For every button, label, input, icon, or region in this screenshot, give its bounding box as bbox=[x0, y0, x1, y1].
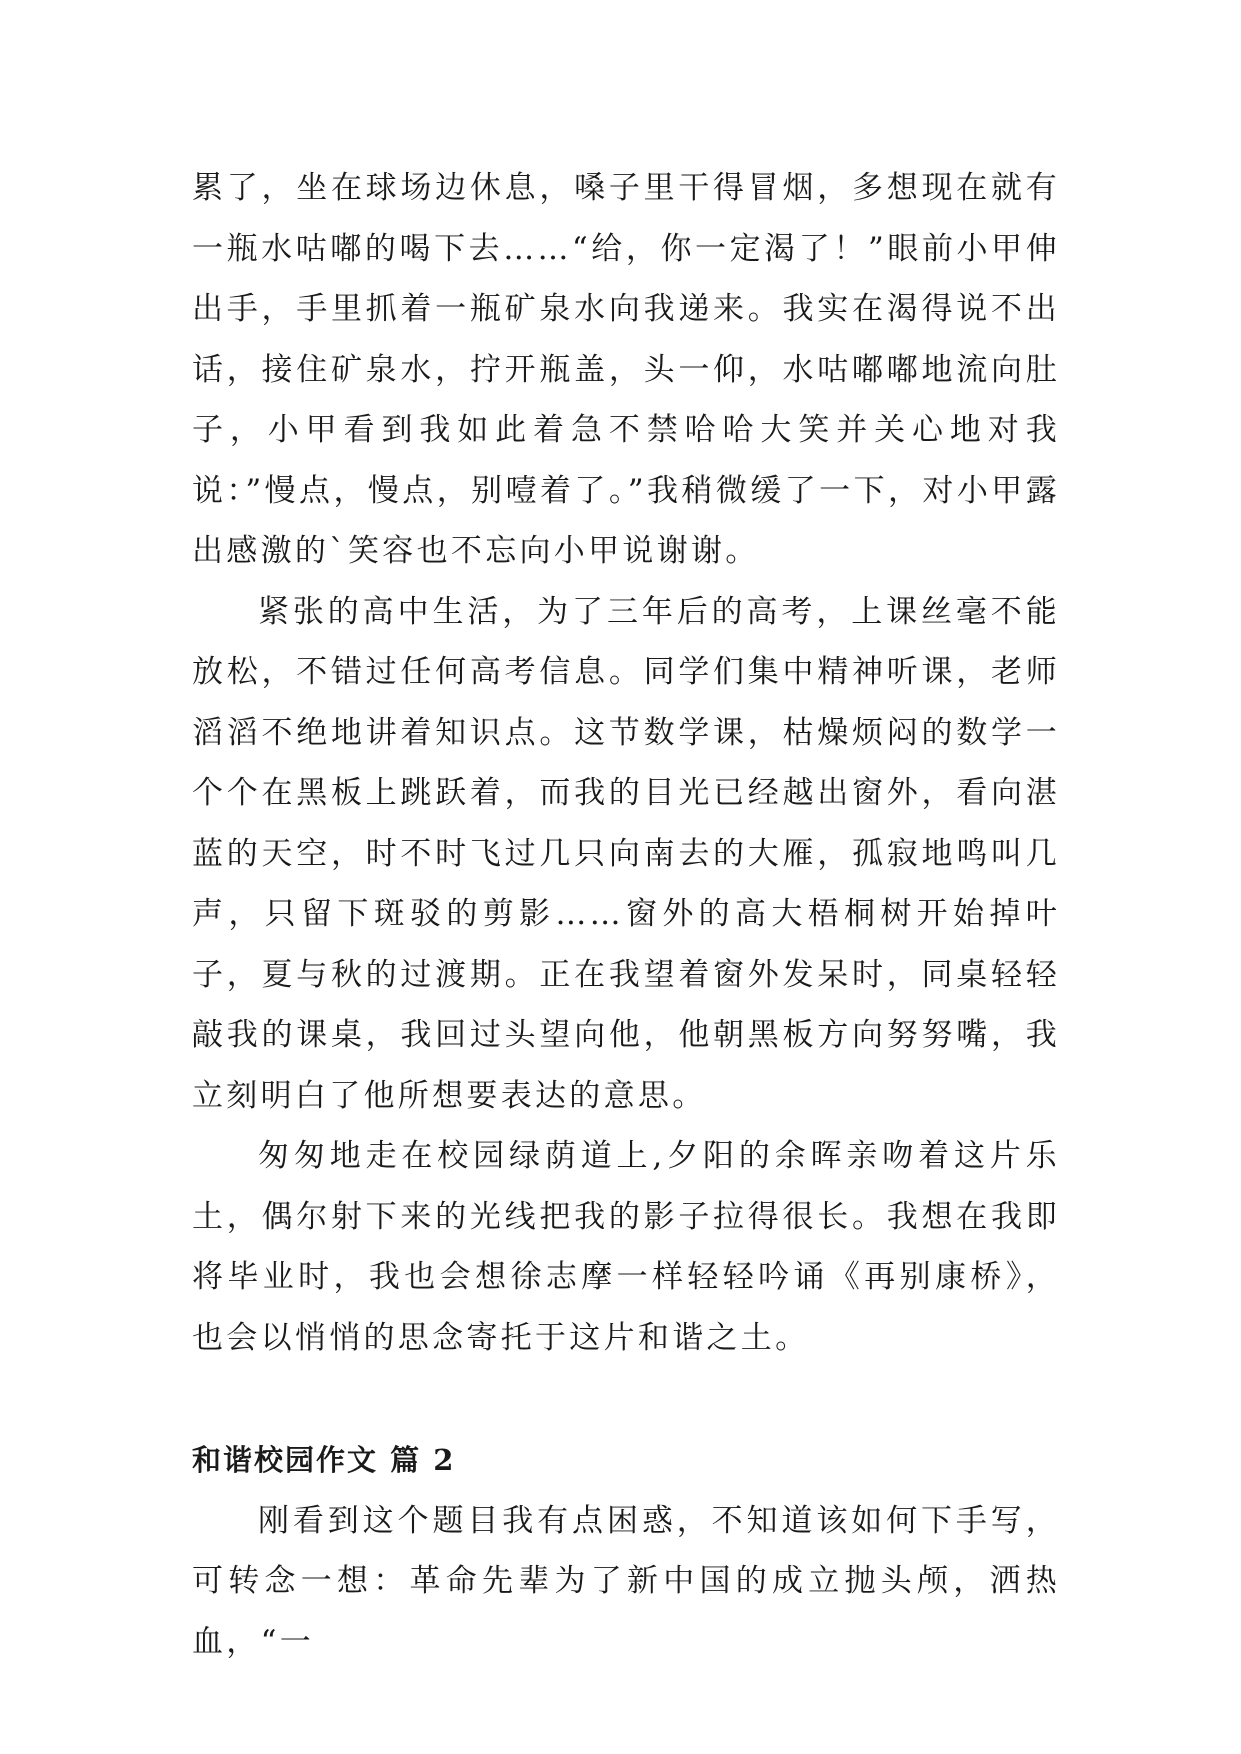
section-heading: 和谐校园作文 篇 2 bbox=[192, 1443, 456, 1477]
document-page bbox=[192, 158, 1060, 1672]
paragraph-1: 累了，坐在球场边休息，嗓子里干得冒烟，多想现在就有一瓶水咕嘟的喝下去……“给，你一定渴了！”眼前小甲伸出手，手里抓着一瓶矿泉水向我递来。我实在渴得说不出话，接住矿泉水，拧开瓶盖，头一仰，水咕嘟嘟地流向肚子，小甲看到我如此着急不禁哈哈大笑并关心地对我说：”慢点，慢点，别噎着了。”我稍微缓了一下，对小甲露出感激的`笑容也不忘向小甲说谢谢。 bbox=[192, 170, 1060, 569]
paragraph-3: 匆匆地走在校园绿荫道上,夕阳的余晖亲吻着这片乐土，偶尔射下来的光线把我的影子拉得很长。我想在我即将毕业时，我也会想徐志摩一样轻轻吟诵《再别康桥》，也会以悄悄的思念寄托于这片和谐之土。 bbox=[192, 1138, 1060, 1356]
section-paragraph: 刚看到这个题目我有点困惑，不知道该如何下手写，可转念一想：革命先辈为了新中国的成立抛头颅，洒热血，“一 bbox=[192, 1502, 1060, 1660]
paragraph-2: 紧张的高中生活，为了三年后的高考，上课丝毫不能放松，不错过任何高考信息。同学们集中精神听课，老师滔滔不绝地讲着知识点。这节数学课，枯燥烦闷的数学一个个在黑板上跳跃着，而我的目光已经越出窗外，看向湛蓝的天空，时不时飞过几只向南去的大雁，孤寂地鸣叫几声，只留下斑驳的剪影……窗外的高大梧桐树开始掉叶子，夏与秋的过渡期。正在我望着窗外发呆时，同桌轻轻敲我的课桌，我回过头望向他，他朝黑板方向努努嘴，我立刻明白了他所想要表达的意思。 bbox=[192, 593, 1060, 1114]
